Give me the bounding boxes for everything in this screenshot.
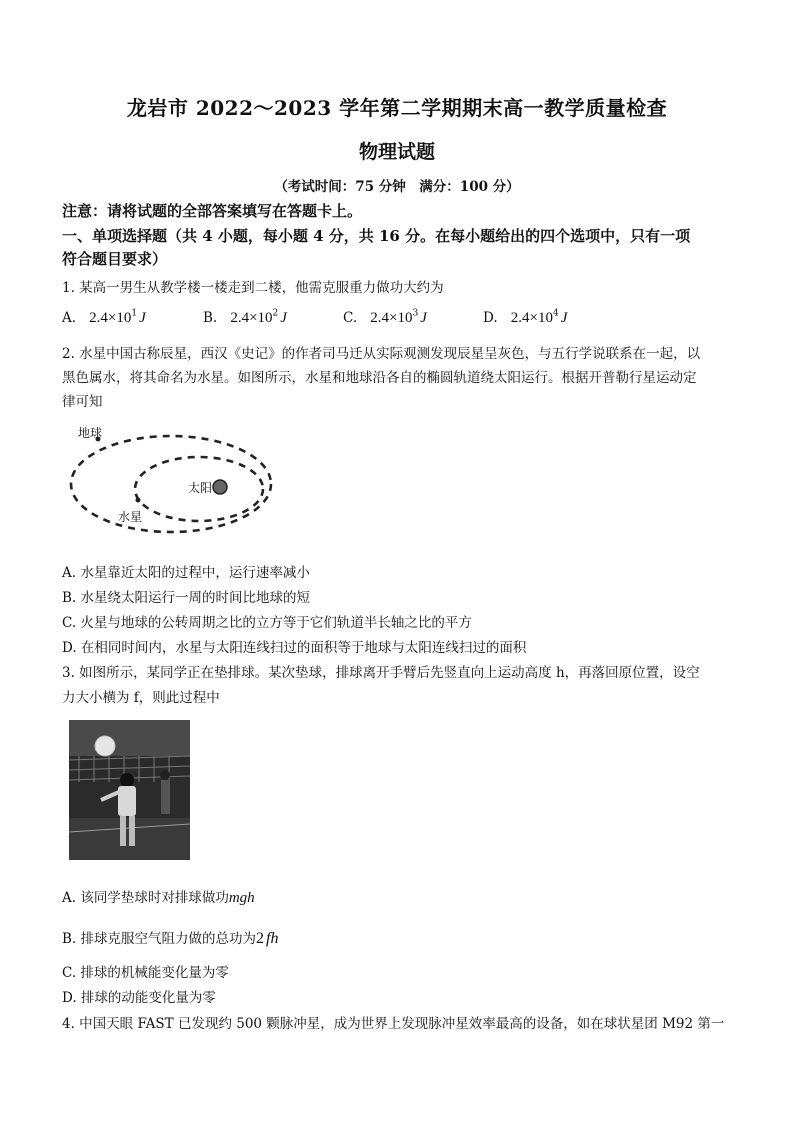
q3-option-b-text: B. 排球克服空气阻力做的总功为 <box>62 931 257 947</box>
q1-option-d <box>483 307 567 327</box>
option-unit: J <box>420 310 427 326</box>
q1-option-c <box>343 307 427 327</box>
photo-wall <box>69 720 190 756</box>
q1-option-a <box>62 307 146 327</box>
exam-info: （考试时间：75 分钟 满分：100 分） <box>274 179 520 195</box>
q1-options <box>62 307 742 329</box>
q2-stem-line3: 律可知 <box>62 394 103 410</box>
option-mantissa: 2.4×10 <box>510 310 553 326</box>
section1-heading-cont: 符合题目要求） <box>62 250 168 268</box>
option-exponent: 2 <box>272 308 279 319</box>
q3-stem-line2: 力大小横为 f，则此过程中 <box>62 690 220 706</box>
option-exponent: 3 <box>412 308 419 319</box>
option-letter: D. <box>483 310 498 326</box>
q3-option-a-text: A. 该同学垫球时对排球做功 <box>62 890 229 906</box>
section1-heading: 一、单项选择题（共 4 小题，每小题 4 分，共 16 分。在每小题给出的四个选项中，只有一项 <box>62 227 691 245</box>
option-unit: J <box>280 310 287 326</box>
player-leg-right <box>129 816 135 846</box>
player-leg-left <box>120 816 126 846</box>
option-mantissa: 2.4×10 <box>370 310 413 326</box>
q3-option-b-coef: 2 <box>256 930 265 947</box>
option-letter: A. <box>62 310 77 326</box>
q1-option-b <box>203 307 287 327</box>
orbit-diagram <box>64 420 284 535</box>
exam-title: 龙岩市 2022～2023 学年第二学期期末高一教学质量检查 <box>126 96 668 120</box>
q3-option-a-formula: mgh <box>228 890 255 906</box>
mercury-label: 水星 <box>118 510 143 524</box>
option-exponent: 4 <box>552 308 559 319</box>
exam-subject: 物理试题 <box>358 141 435 163</box>
q1-stem: 1. 某高一男生从教学楼一楼走到二楼，他需克服重力做功大约为 <box>62 280 444 296</box>
q3-option-d: D. 排球的动能变化量为零 <box>62 990 216 1006</box>
player-shirt <box>118 786 136 816</box>
q2-option-c: C. 火星与地球的公转周期之比的立方等于它们轨道半长轴之比的平方 <box>62 615 472 631</box>
option-mantissa: 2.4×10 <box>230 310 273 326</box>
option-unit: J <box>560 310 568 326</box>
q2-option-b: B. 水星绕太阳运行一周的时间比地球的短 <box>62 590 311 606</box>
q4-stem-line1: 4. 中国天眼 FAST 已发现约 500 颗脉冲星，成为世界上发现脉冲星效率最高的设备，如在球状星团 M92 第一 <box>62 1016 725 1032</box>
q3-option-b-formula: fh <box>266 930 279 947</box>
mercury-icon <box>136 498 141 503</box>
q2-stem-line1: 2. 水星中国古称辰星，西汉《史记》的作者司马迁从实际观测发现辰星呈灰色，与五行学说联系在一起，以 <box>62 346 701 362</box>
option-letter: C. <box>343 310 358 326</box>
earth-label: 地球 <box>78 426 103 440</box>
player-head <box>120 773 134 787</box>
notice: 注意：请将试题的全部答案填写在答题卡上。 <box>62 202 363 220</box>
q3-stem-line1: 3. 如图所示，某同学正在垫排球。某次垫球，排球离开手臂后先竖直向上运动高度 h，再落回原位置，设空 <box>62 665 700 681</box>
q3-option-a <box>62 886 255 907</box>
volleyball-icon <box>95 736 115 756</box>
q2-option-d: D. 在相同时间内，水星与太阳连线扫过的面积等于地球与太阳连线扫过的面积 <box>62 640 527 656</box>
background-person-head <box>160 770 170 780</box>
sun-icon <box>213 480 227 494</box>
option-letter: B. <box>203 310 218 326</box>
q2-option-a: A. 水星靠近太阳的过程中，运行速率减小 <box>62 565 310 581</box>
background-person <box>161 780 170 814</box>
q3-option-c: C. 排球的机械能变化量为零 <box>62 965 229 981</box>
option-mantissa: 2.4×10 <box>89 310 132 326</box>
option-exponent: 1 <box>131 308 138 319</box>
volleyball-photo <box>69 720 190 860</box>
sun-label: 太阳 <box>188 481 213 495</box>
q2-stem-line2: 黑色属水，将其命名为水星。如图所示，水星和地球沿各自的椭圆轨道绕太阳运行。根据开普勒行星运动定 <box>62 370 697 386</box>
option-unit: J <box>139 310 146 326</box>
q3-option-b <box>62 927 278 948</box>
